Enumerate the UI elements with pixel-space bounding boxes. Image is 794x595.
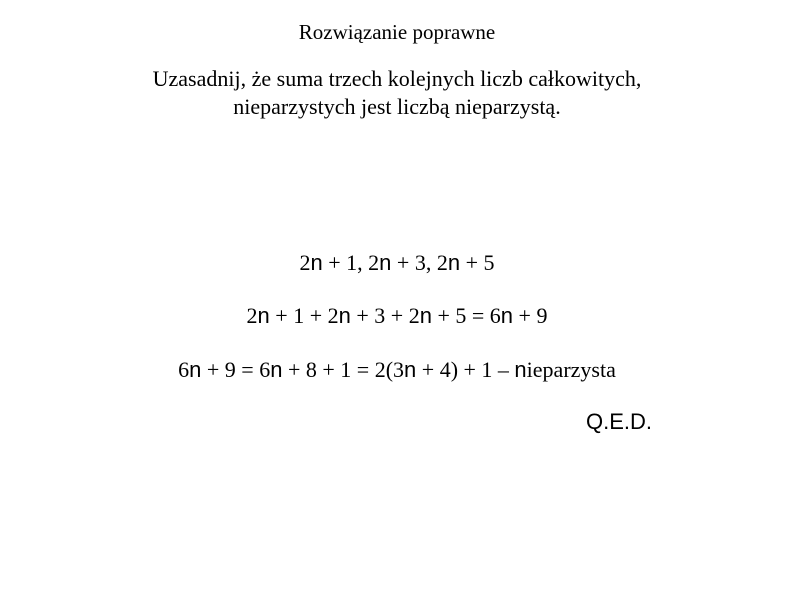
task-statement-line-2: nieparzystych jest liczbą nieparzystą. bbox=[233, 94, 561, 119]
qed-mark: Q.E.D. bbox=[586, 409, 653, 434]
equation-sequence: 2n + 1, 2n + 3, 2n + 5 bbox=[299, 250, 495, 275]
task-statement-line-1: Uzasadnij, że suma trzech kolejnych liczb całkowitych, bbox=[152, 66, 642, 91]
equation-sum: 2n + 1 + 2n + 3 + 2n + 5 = 6n + 9 bbox=[246, 303, 548, 328]
equation-conclusion: 6n + 9 = 6n + 8 + 1 = 2(3n + 4) + 1 – nieparzysta bbox=[178, 357, 616, 382]
slide-title: Rozwiązanie poprawne bbox=[298, 20, 496, 44]
